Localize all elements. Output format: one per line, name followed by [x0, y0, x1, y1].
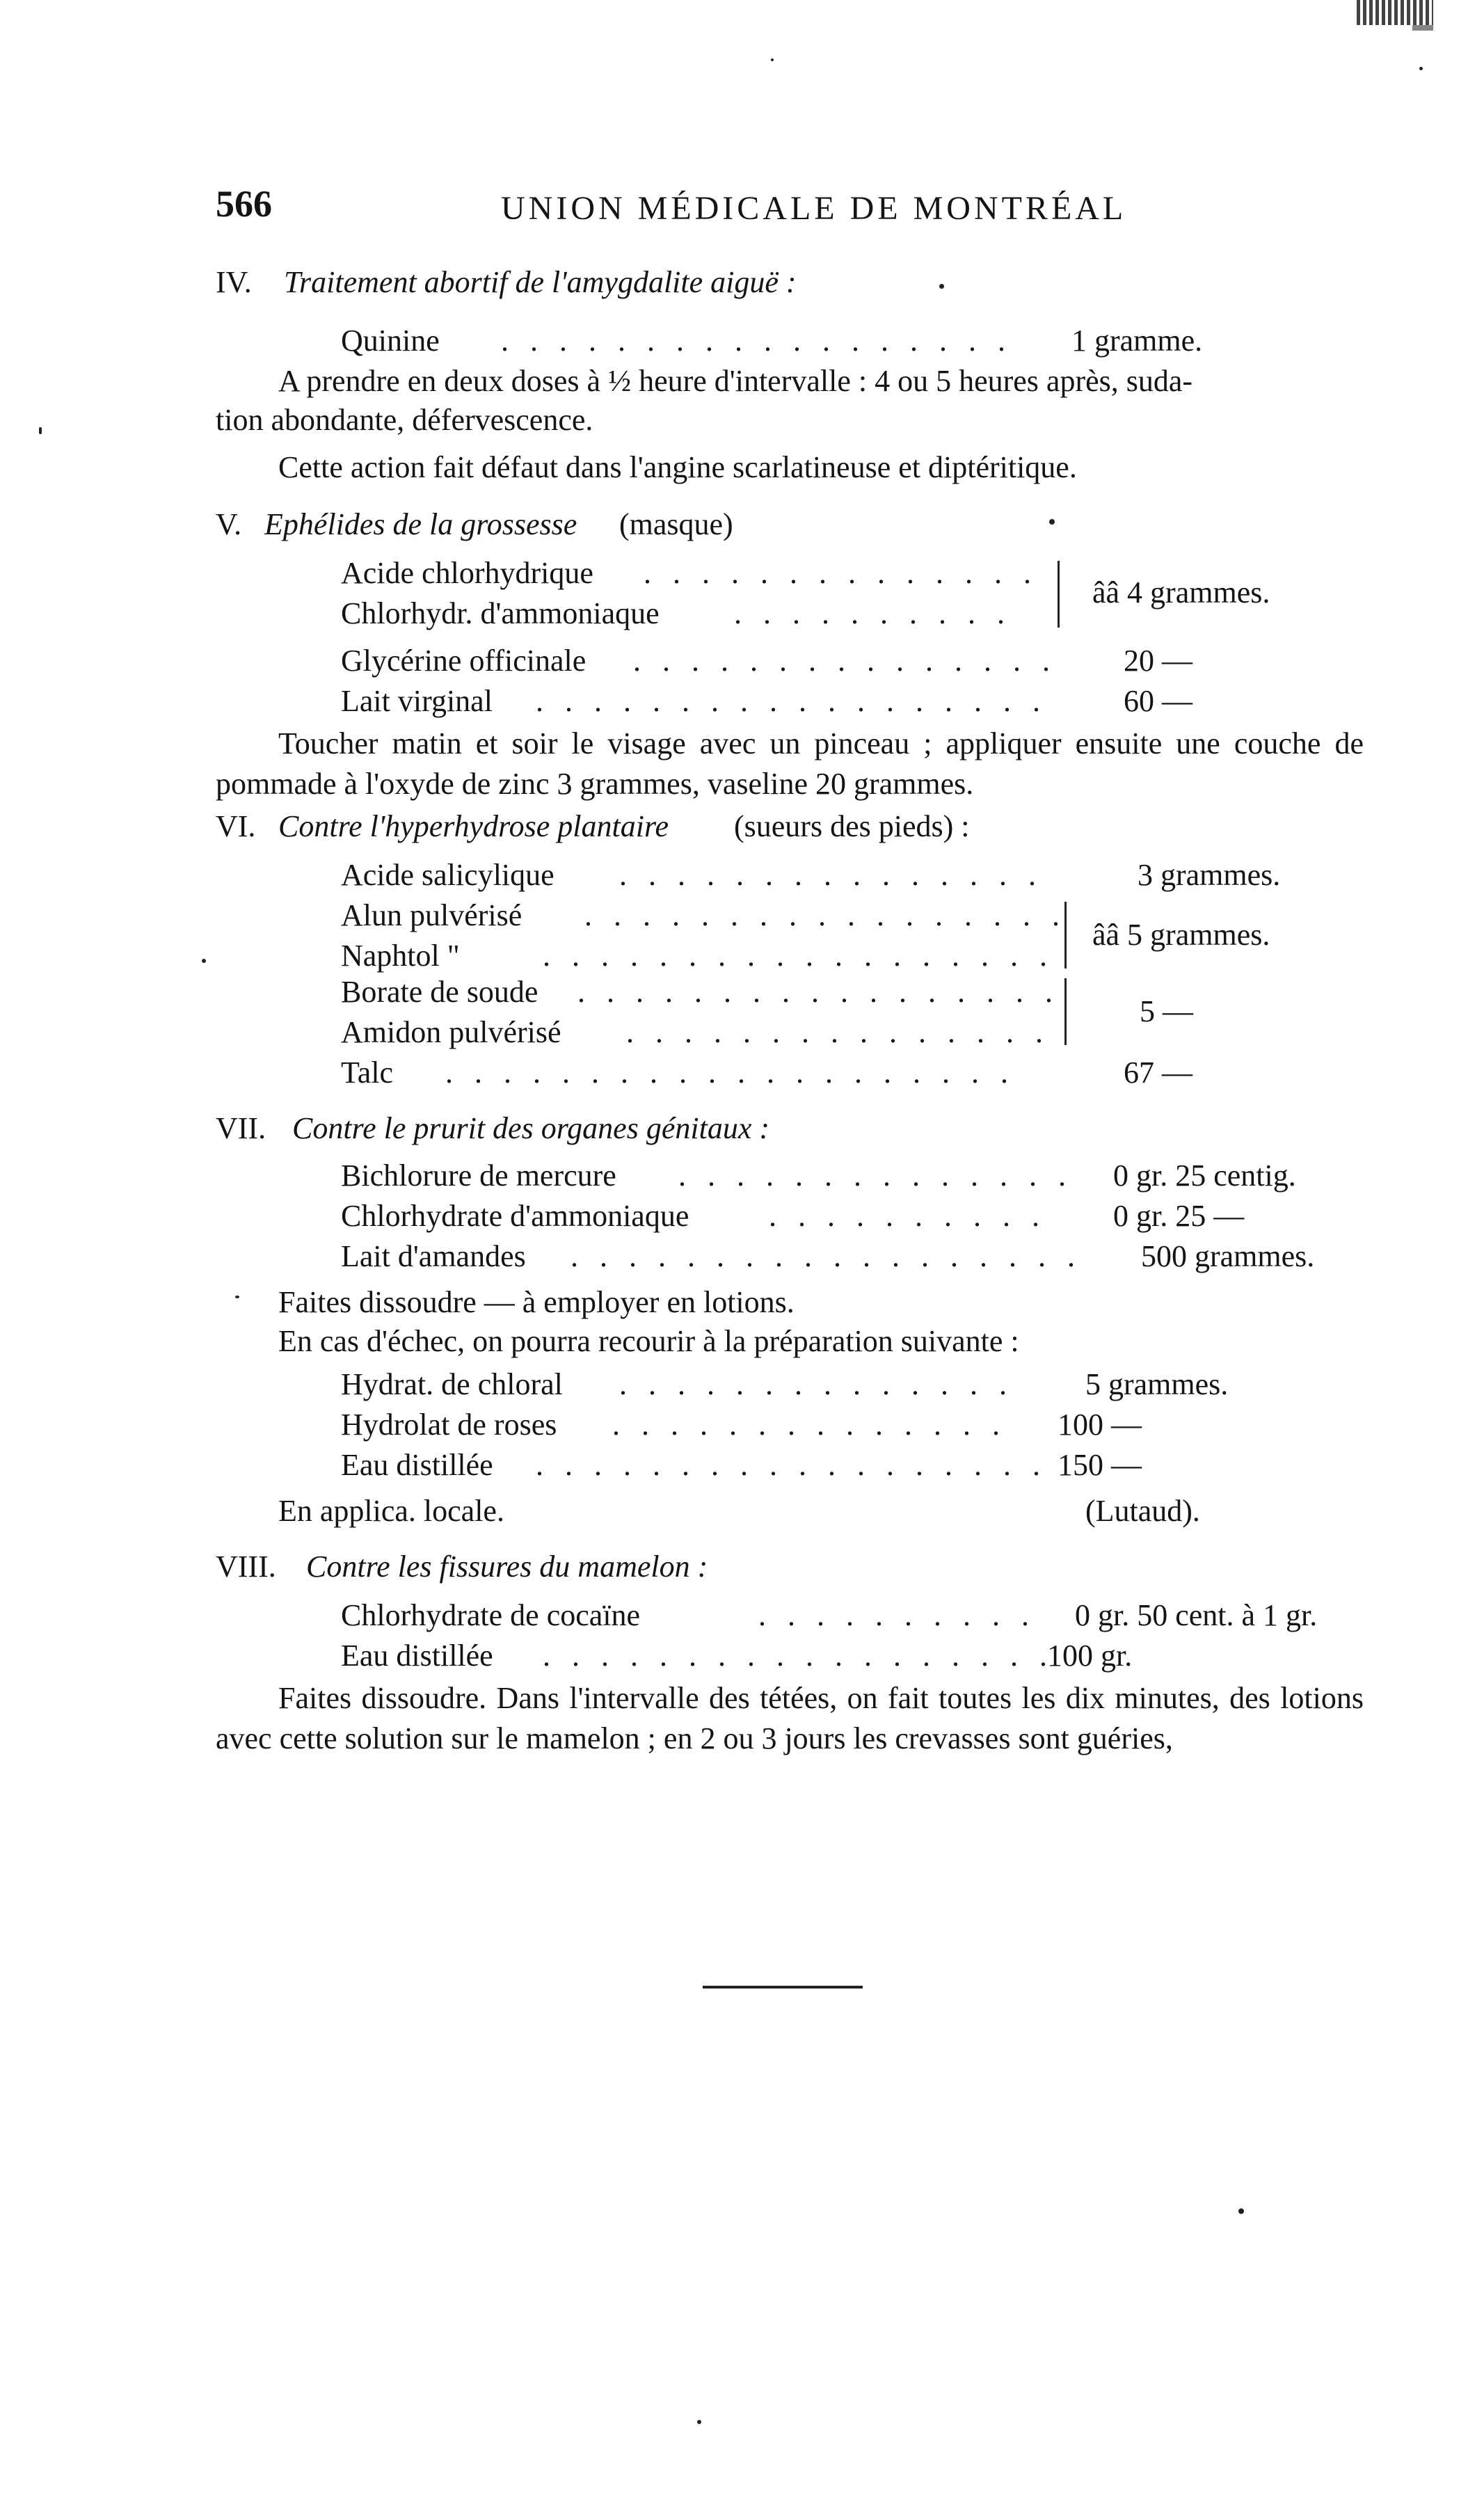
ingredient-qty: 100 gr. — [1047, 1639, 1133, 1673]
ingredient-qty: 1 gramme. — [1071, 324, 1203, 358]
scan-speck — [235, 1296, 239, 1298]
ingredient-name: Acide salicylique — [341, 858, 554, 892]
ingredient-qty: 100 — — [1058, 1408, 1142, 1442]
leader-dots: . . . . . . . . . . . . . . — [644, 556, 1038, 590]
ingredient-qty: 20 — — [1124, 644, 1192, 678]
scan-speck — [697, 2420, 701, 2424]
leader-dots: . . . . . . . . . . . . . . . . . . — [536, 1448, 1047, 1482]
ingredient-name: Eau distillée — [341, 1448, 493, 1482]
section-iv-numeral: IV. — [216, 265, 252, 299]
instruction-line: En cas d'échec, on pourra recourir à la préparation suivante : — [278, 1324, 1019, 1358]
leader-dots: . . . . . . . . . . . . . . . . . . — [536, 684, 1047, 718]
instruction-line: Cette action fait défaut dans l'angine scarlatineuse et diptéritique. — [278, 450, 1077, 484]
instruction-paragraph — [216, 724, 1364, 804]
ingredient-qty: 0 gr. 25 — — [1113, 1199, 1245, 1233]
scan-speck — [39, 427, 42, 434]
ingredient-qty: 0 gr. 25 centig. — [1113, 1158, 1296, 1193]
scan-speck — [939, 284, 944, 289]
section-vi-subtitle: (sueurs des pieds) : — [734, 809, 970, 843]
author-attribution: (Lutaud). — [1085, 1494, 1200, 1528]
ingredient-name: Hydrat. de chloral — [341, 1367, 563, 1401]
section-vi-numeral: VI. — [216, 809, 256, 843]
leader-dots: . . . . . . . . . . . . . . . . . . . . — [445, 1055, 1015, 1090]
ingredient-name: Chlorhydrate d'ammoniaque — [341, 1199, 689, 1233]
scan-speck — [1049, 519, 1055, 525]
ingredient-qty: 5 grammes. — [1085, 1367, 1229, 1401]
leader-dots: . . . . . . . . . . . . . . . . . . — [543, 939, 1054, 973]
corner-mark — [1357, 0, 1433, 25]
leader-dots: . . . . . . . . . . . . . . . — [633, 644, 1057, 678]
application-note: En applica. locale. — [278, 1494, 504, 1528]
leader-dots: . . . . . . . . . . . . . . . — [626, 1015, 1050, 1049]
ingredient-name: Chlorhydrate de cocaïne — [341, 1598, 641, 1632]
ingredient-name: Glycérine officinale — [341, 644, 587, 678]
ingredient-name: Eau distillée — [341, 1639, 493, 1673]
ingredient-name: Alun pulvérisé — [341, 898, 522, 932]
leader-dots: . . . . . . . . . . . . . . . . . . — [501, 324, 1012, 358]
ingredient-name: Bichlorure de mercure — [341, 1158, 616, 1193]
ingredient-name: Acide chlorhydrique — [341, 556, 593, 590]
brace-qty: 5 — — [1140, 994, 1193, 1028]
instruction-line: A prendre en deux doses à ½ heure d'intervalle : 4 ou 5 heures après, suda- — [278, 364, 1193, 398]
section-vii-title: Contre le prurit des organes génitaux : — [292, 1111, 769, 1145]
section-iv-title: Traitement abortif de l'amygdalite aiguë : — [284, 265, 797, 299]
end-rule — [703, 1986, 863, 1989]
page-number: 566 — [216, 183, 272, 225]
ingredient-name: Talc — [341, 1055, 394, 1090]
scan-speck — [1419, 67, 1423, 70]
leader-dots: . . . . . . . . . . . . . . . . . . — [571, 1239, 1082, 1273]
corner-mark — [1412, 25, 1433, 31]
leader-dots: . . . . . . . . . . . . . . — [678, 1158, 1073, 1193]
leader-dots: . . . . . . . . . . — [734, 596, 1012, 630]
ingredient-qty: 67 — — [1124, 1055, 1192, 1090]
running-title: UNION MÉDICALE DE MONTRÉAL — [501, 190, 1127, 227]
ingredient-qty: 60 — — [1124, 684, 1192, 718]
instruction-line: Toucher matin et soir le visage avec un pinceau ; appliquer ensuite une — [278, 726, 1220, 760]
section-vi-title: Contre l'hyperhydrose plantaire — [278, 809, 669, 843]
scan-speck — [771, 58, 774, 61]
ingredient-name: Hydrolat de roses — [341, 1408, 557, 1442]
instruction-line: couche de pommade à l'oxyde de zinc 3 grammes, vaseline 20 grammes. — [216, 726, 1364, 801]
section-viii-numeral: VIII. — [216, 1549, 276, 1584]
leader-dots: . . . . . . . . . . . . . . — [612, 1408, 1007, 1442]
scan-speck — [202, 959, 206, 963]
ingredient-name: Chlorhydr. d'ammoniaque — [341, 596, 660, 630]
leader-dots: . . . . . . . . . . — [769, 1199, 1046, 1233]
scan-speck — [1238, 2208, 1244, 2214]
leader-dots: . . . . . . . . . . . . . . — [619, 1367, 1014, 1401]
section-v-title: Ephélides de la grossesse — [264, 507, 577, 541]
ingredient-qty: 0 gr. 50 cent. à 1 gr. — [1075, 1598, 1318, 1632]
section-v-numeral: V. — [216, 507, 242, 541]
ingredient-name: Borate de soude — [341, 975, 538, 1009]
brace-qty: ââ 4 grammes. — [1092, 575, 1270, 609]
instruction-line: Faites dissoudre — à employer en lotions. — [278, 1285, 795, 1319]
brace — [1058, 561, 1060, 628]
brace — [1064, 902, 1067, 969]
ingredient-name: Lait virginal — [341, 684, 493, 718]
leader-dots: . . . . . . . . . . — [758, 1598, 1036, 1632]
ingredient-name: Amidon pulvérisé — [341, 1015, 561, 1049]
ingredient-name: Quinine — [341, 324, 440, 358]
brace — [1064, 978, 1067, 1045]
section-viii-title: Contre les fissures du mamelon : — [306, 1549, 708, 1584]
ingredient-name: Naphtol " — [341, 939, 460, 973]
ingredient-qty: 3 grammes. — [1138, 858, 1281, 892]
leader-dots: . . . . . . . . . . . . . . . . . — [577, 975, 1060, 1009]
ingredient-qty: 500 grammes. — [1141, 1239, 1315, 1273]
leader-dots: . . . . . . . . . . . . . . . . . — [584, 898, 1067, 932]
ingredient-qty: 150 — — [1058, 1448, 1142, 1482]
leader-dots: . . . . . . . . . . . . . . . — [619, 858, 1043, 892]
section-vii-numeral: VII. — [216, 1111, 266, 1145]
brace-qty: ââ 5 grammes. — [1092, 918, 1270, 952]
instruction-line: tion abondante, défervescence. — [216, 403, 593, 437]
leader-dots: . . . . . . . . . . . . . . . . . . — [543, 1639, 1054, 1673]
closing-paragraph: Faites dissoudre. Dans l'intervalle des tétées, on fait toutes les dix minutes, des lotions avec cette solution sur le mamelon ; en 2 ou 3 jours les crevasses sont guéries, — [216, 1681, 1364, 1755]
ingredient-name: Lait d'amandes — [341, 1239, 526, 1273]
section-v-subtitle: (masque) — [619, 507, 733, 541]
